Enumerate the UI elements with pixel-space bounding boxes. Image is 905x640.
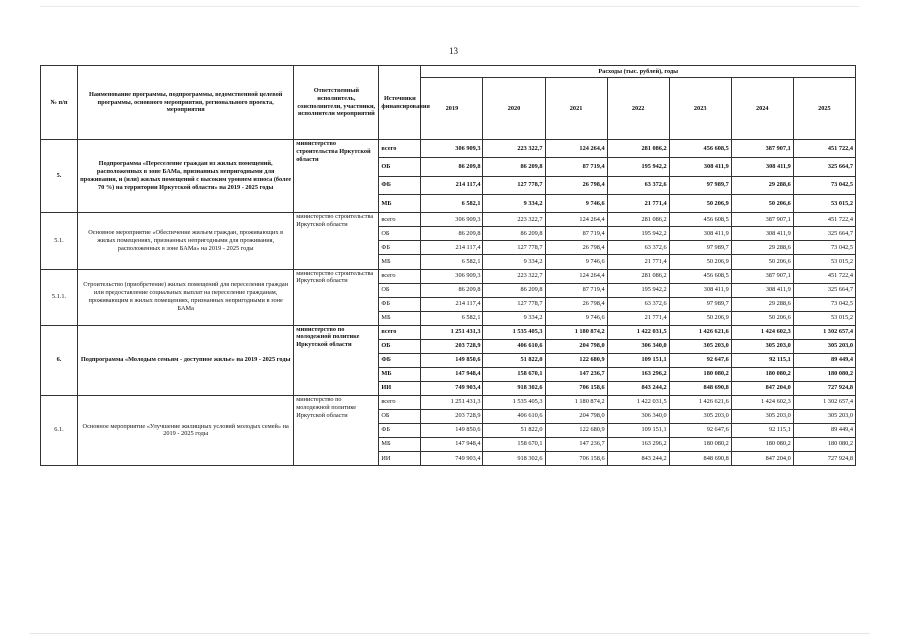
- amount-cell: 706 158,6: [545, 381, 607, 395]
- funding-source: всего: [379, 140, 421, 158]
- amount-cell: 305 203,0: [793, 339, 855, 353]
- funding-source: ОБ: [379, 283, 421, 297]
- amount-cell: 223 322,7: [483, 213, 545, 227]
- header-source: Источники финансирования: [379, 66, 421, 140]
- amount-cell: 50 206,6: [731, 311, 793, 325]
- funding-source: ОБ: [379, 158, 421, 176]
- funding-source: МБ: [379, 195, 421, 213]
- amount-cell: 127 778,7: [483, 241, 545, 255]
- amount-cell: 749 903,4: [421, 381, 483, 395]
- amount-cell: 305 203,0: [731, 409, 793, 423]
- amount-cell: 195 942,2: [607, 227, 669, 241]
- amount-cell: 163 296,2: [607, 437, 669, 451]
- amount-cell: 1 422 031,5: [607, 395, 669, 409]
- table-row: [41, 140, 856, 158]
- header-org: Ответственный исполнитель, соисполнители, участники, исполнители мероприятий: [294, 66, 379, 140]
- table-body: [41, 140, 856, 466]
- responsible-executor: министерство строительства Иркутской области: [294, 213, 379, 269]
- amount-cell: 147 948,4: [421, 437, 483, 451]
- row-number: 5.1.: [41, 213, 78, 269]
- funding-source: ФБ: [379, 423, 421, 437]
- amount-cell: 6 582,1: [421, 195, 483, 213]
- funding-source: всего: [379, 325, 421, 339]
- amount-cell: 848 690,8: [669, 381, 731, 395]
- amount-cell: 848 690,8: [669, 451, 731, 465]
- amount-cell: 1 535 405,3: [483, 325, 545, 339]
- amount-cell: 109 151,1: [607, 423, 669, 437]
- amount-cell: 89 449,4: [793, 423, 855, 437]
- amount-cell: 843 244,2: [607, 451, 669, 465]
- amount-cell: 97 989,7: [669, 297, 731, 311]
- amount-cell: 1 426 621,6: [669, 325, 731, 339]
- amount-cell: 29 288,6: [731, 241, 793, 255]
- responsible-executor: министерство по молодежной политике Иркутской области: [294, 325, 379, 395]
- amount-cell: 306 909,3: [421, 269, 483, 283]
- amount-cell: 847 204,0: [731, 381, 793, 395]
- amount-cell: 1 426 621,6: [669, 395, 731, 409]
- table-row: [41, 395, 856, 409]
- amount-cell: 1 302 657,4: [793, 395, 855, 409]
- amount-cell: 451 722,4: [793, 140, 855, 158]
- amount-cell: 204 798,0: [545, 409, 607, 423]
- responsible-executor: министерство по молодежной политике Иркутской области: [294, 395, 379, 465]
- amount-cell: 63 372,6: [607, 241, 669, 255]
- amount-cell: 9 334,2: [483, 255, 545, 269]
- amount-cell: 51 822,0: [483, 353, 545, 367]
- amount-cell: 706 158,6: [545, 451, 607, 465]
- amount-cell: 305 203,0: [669, 409, 731, 423]
- amount-cell: 163 296,2: [607, 367, 669, 381]
- amount-cell: 308 411,9: [731, 227, 793, 241]
- amount-cell: 29 288,6: [731, 176, 793, 194]
- amount-cell: 203 728,9: [421, 409, 483, 423]
- header-expenses: Расходы (тыс. рублей), годы: [421, 66, 856, 78]
- funding-source: ФБ: [379, 297, 421, 311]
- amount-cell: 325 664,7: [793, 283, 855, 297]
- amount-cell: 158 670,1: [483, 437, 545, 451]
- amount-cell: 21 771,4: [607, 195, 669, 213]
- amount-cell: 124 264,4: [545, 140, 607, 158]
- amount-cell: 214 117,4: [421, 241, 483, 255]
- header-year: 2024: [731, 78, 793, 140]
- amount-cell: 50 206,9: [669, 311, 731, 325]
- amount-cell: 86 209,8: [421, 283, 483, 297]
- amount-cell: 1 251 431,3: [421, 325, 483, 339]
- amount-cell: 87 719,4: [545, 283, 607, 297]
- amount-cell: 180 080,2: [731, 367, 793, 381]
- amount-cell: 451 722,4: [793, 213, 855, 227]
- table-row: [41, 269, 856, 283]
- amount-cell: 306 909,3: [421, 140, 483, 158]
- amount-cell: 86 209,8: [421, 227, 483, 241]
- amount-cell: 308 411,9: [669, 227, 731, 241]
- amount-cell: 223 322,7: [483, 269, 545, 283]
- amount-cell: 124 264,4: [545, 269, 607, 283]
- amount-cell: 847 204,0: [731, 451, 793, 465]
- amount-cell: 918 302,6: [483, 451, 545, 465]
- amount-cell: 9 746,6: [545, 255, 607, 269]
- amount-cell: 180 080,2: [793, 437, 855, 451]
- amount-cell: 281 086,2: [607, 213, 669, 227]
- amount-cell: 180 080,2: [669, 437, 731, 451]
- table-row: [41, 213, 856, 227]
- amount-cell: 21 771,4: [607, 311, 669, 325]
- funding-source: ОБ: [379, 409, 421, 423]
- amount-cell: 50 206,9: [669, 255, 731, 269]
- funding-source: ИИ: [379, 381, 421, 395]
- amount-cell: 109 151,1: [607, 353, 669, 367]
- amount-cell: 1 424 602,3: [731, 395, 793, 409]
- amount-cell: 456 608,5: [669, 269, 731, 283]
- amount-cell: 26 798,4: [545, 241, 607, 255]
- amount-cell: 87 719,4: [545, 158, 607, 176]
- amount-cell: 6 582,1: [421, 311, 483, 325]
- header-no: № п/п: [41, 66, 78, 140]
- amount-cell: 149 850,6: [421, 423, 483, 437]
- amount-cell: 63 372,6: [607, 297, 669, 311]
- amount-cell: 1 422 031,5: [607, 325, 669, 339]
- amount-cell: 727 924,8: [793, 451, 855, 465]
- funding-source: МБ: [379, 311, 421, 325]
- responsible-executor: министерство строительства Иркутской области: [294, 269, 379, 325]
- amount-cell: 918 302,6: [483, 381, 545, 395]
- amount-cell: 456 608,5: [669, 140, 731, 158]
- amount-cell: 195 942,2: [607, 158, 669, 176]
- amount-cell: 306 909,3: [421, 213, 483, 227]
- amount-cell: 308 411,9: [669, 283, 731, 297]
- amount-cell: 50 206,6: [731, 255, 793, 269]
- amount-cell: 89 449,4: [793, 353, 855, 367]
- amount-cell: 305 203,0: [731, 339, 793, 353]
- amount-cell: 325 664,7: [793, 158, 855, 176]
- amount-cell: 180 080,2: [669, 367, 731, 381]
- amount-cell: 147 236,7: [545, 367, 607, 381]
- amount-cell: 1 302 657,4: [793, 325, 855, 339]
- amount-cell: 86 209,8: [483, 158, 545, 176]
- amount-cell: 50 206,9: [669, 195, 731, 213]
- amount-cell: 92 115,1: [731, 353, 793, 367]
- amount-cell: 127 778,7: [483, 176, 545, 194]
- header-year: 2025: [793, 78, 855, 140]
- funding-source: ФБ: [379, 176, 421, 194]
- amount-cell: 97 989,7: [669, 176, 731, 194]
- amount-cell: 86 209,8: [421, 158, 483, 176]
- funding-source: всего: [379, 213, 421, 227]
- header-year: 2022: [607, 78, 669, 140]
- funding-source: ОБ: [379, 227, 421, 241]
- amount-cell: 122 680,9: [545, 423, 607, 437]
- funding-source: МБ: [379, 367, 421, 381]
- amount-cell: 180 080,2: [731, 437, 793, 451]
- amount-cell: 97 989,7: [669, 241, 731, 255]
- amount-cell: 122 680,9: [545, 353, 607, 367]
- amount-cell: 9 334,2: [483, 195, 545, 213]
- amount-cell: 6 582,1: [421, 255, 483, 269]
- amount-cell: 50 206,6: [731, 195, 793, 213]
- amount-cell: 53 015,2: [793, 255, 855, 269]
- amount-cell: 387 907,1: [731, 269, 793, 283]
- amount-cell: 92 647,6: [669, 423, 731, 437]
- funding-source: МБ: [379, 255, 421, 269]
- amount-cell: 406 610,6: [483, 409, 545, 423]
- amount-cell: 387 907,1: [731, 213, 793, 227]
- amount-cell: 53 015,2: [793, 195, 855, 213]
- amount-cell: 53 015,2: [793, 311, 855, 325]
- amount-cell: 158 670,1: [483, 367, 545, 381]
- scan-artifact: [30, 633, 870, 634]
- amount-cell: 149 850,6: [421, 353, 483, 367]
- amount-cell: 26 798,4: [545, 176, 607, 194]
- amount-cell: 9 746,6: [545, 195, 607, 213]
- amount-cell: 73 042,5: [793, 176, 855, 194]
- amount-cell: 749 903,4: [421, 451, 483, 465]
- amount-cell: 727 924,8: [793, 381, 855, 395]
- amount-cell: 92 647,6: [669, 353, 731, 367]
- amount-cell: 214 117,4: [421, 176, 483, 194]
- activity-name: Подпрограмма «Переселение граждан из жилых помещений, расположенных в зоне БАМа, признанных непригодными для проживания, и (или) жилых помещений с высоким уровнем износа (более 70 %) на территории Иркутской области» на 2019 - 2025 годы: [78, 140, 294, 213]
- table-row: [41, 325, 856, 339]
- responsible-executor: министерство строительства Иркутской области: [294, 140, 379, 213]
- activity-name: Основное мероприятие «Улучшение жилищных условий молодых семей» на 2019 - 2025 годы: [78, 395, 294, 465]
- amount-cell: 204 798,0: [545, 339, 607, 353]
- amount-cell: 1 251 431,3: [421, 395, 483, 409]
- amount-cell: 305 203,0: [793, 409, 855, 423]
- amount-cell: 73 042,5: [793, 241, 855, 255]
- header-year: 2021: [545, 78, 607, 140]
- amount-cell: 21 771,4: [607, 255, 669, 269]
- row-number: 5.: [41, 140, 78, 213]
- amount-cell: 9 746,6: [545, 311, 607, 325]
- scan-artifact: [40, 6, 860, 7]
- amount-cell: 86 209,8: [483, 227, 545, 241]
- amount-cell: 127 778,7: [483, 297, 545, 311]
- amount-cell: 308 411,9: [731, 283, 793, 297]
- amount-cell: 180 080,2: [793, 367, 855, 381]
- amount-cell: 1 424 602,3: [731, 325, 793, 339]
- amount-cell: 63 372,6: [607, 176, 669, 194]
- amount-cell: 195 942,2: [607, 283, 669, 297]
- amount-cell: 406 610,6: [483, 339, 545, 353]
- table-header: [41, 66, 856, 140]
- amount-cell: 306 340,0: [607, 339, 669, 353]
- header-year: 2020: [483, 78, 545, 140]
- funding-source: всего: [379, 269, 421, 283]
- header-name: Наименование программы, подпрограммы, ведомственной целевой программы, основного мероприятия, регионального проекта, мероприятия: [78, 66, 294, 140]
- amount-cell: 29 288,6: [731, 297, 793, 311]
- funding-source: всего: [379, 395, 421, 409]
- funding-source: МБ: [379, 437, 421, 451]
- amount-cell: 308 411,9: [669, 158, 731, 176]
- amount-cell: 51 822,0: [483, 423, 545, 437]
- amount-cell: 223 322,7: [483, 140, 545, 158]
- row-number: 6.1.: [41, 395, 78, 465]
- funding-source: ФБ: [379, 353, 421, 367]
- amount-cell: 325 664,7: [793, 227, 855, 241]
- amount-cell: 1 535 405,3: [483, 395, 545, 409]
- amount-cell: 92 115,1: [731, 423, 793, 437]
- header-year: 2019: [421, 78, 483, 140]
- budget-table: [40, 65, 856, 466]
- amount-cell: 843 244,2: [607, 381, 669, 395]
- amount-cell: 214 117,4: [421, 297, 483, 311]
- amount-cell: 451 722,4: [793, 269, 855, 283]
- row-number: 6.: [41, 325, 78, 395]
- amount-cell: 1 180 874,2: [545, 395, 607, 409]
- activity-name: Строительство (приобретение) жилых помещений для переселения граждан или предоставление социальных выплат на переселение гражданам, проживающим в жилых помещениях, признанных непригодными в зоне БАМа: [78, 269, 294, 325]
- amount-cell: 306 340,0: [607, 409, 669, 423]
- funding-source: ФБ: [379, 241, 421, 255]
- amount-cell: 26 798,4: [545, 297, 607, 311]
- funding-source: ИИ: [379, 451, 421, 465]
- amount-cell: 147 236,7: [545, 437, 607, 451]
- amount-cell: 86 209,8: [483, 283, 545, 297]
- amount-cell: 87 719,4: [545, 227, 607, 241]
- amount-cell: 1 180 874,2: [545, 325, 607, 339]
- header-year: 2023: [669, 78, 731, 140]
- amount-cell: 281 086,2: [607, 140, 669, 158]
- amount-cell: 147 948,4: [421, 367, 483, 381]
- amount-cell: 281 086,2: [607, 269, 669, 283]
- amount-cell: 305 203,0: [669, 339, 731, 353]
- page-number: 13: [449, 46, 458, 56]
- amount-cell: 308 411,9: [731, 158, 793, 176]
- activity-name: Подпрограмма «Молодым семьям - доступное жилье» на 2019 - 2025 годы: [78, 325, 294, 395]
- amount-cell: 456 608,5: [669, 213, 731, 227]
- funding-source: ОБ: [379, 339, 421, 353]
- amount-cell: 73 042,5: [793, 297, 855, 311]
- amount-cell: 387 907,1: [731, 140, 793, 158]
- row-number: 5.1.1.: [41, 269, 78, 325]
- amount-cell: 9 334,2: [483, 311, 545, 325]
- amount-cell: 203 728,9: [421, 339, 483, 353]
- amount-cell: 124 264,4: [545, 213, 607, 227]
- activity-name: Основное мероприятие «Обеспечение жильем граждан, проживающих в жилых помещениях, признанных непригодными для проживания, расположенных в зоне БАМа» на 2019 - 2025 годы: [78, 213, 294, 269]
